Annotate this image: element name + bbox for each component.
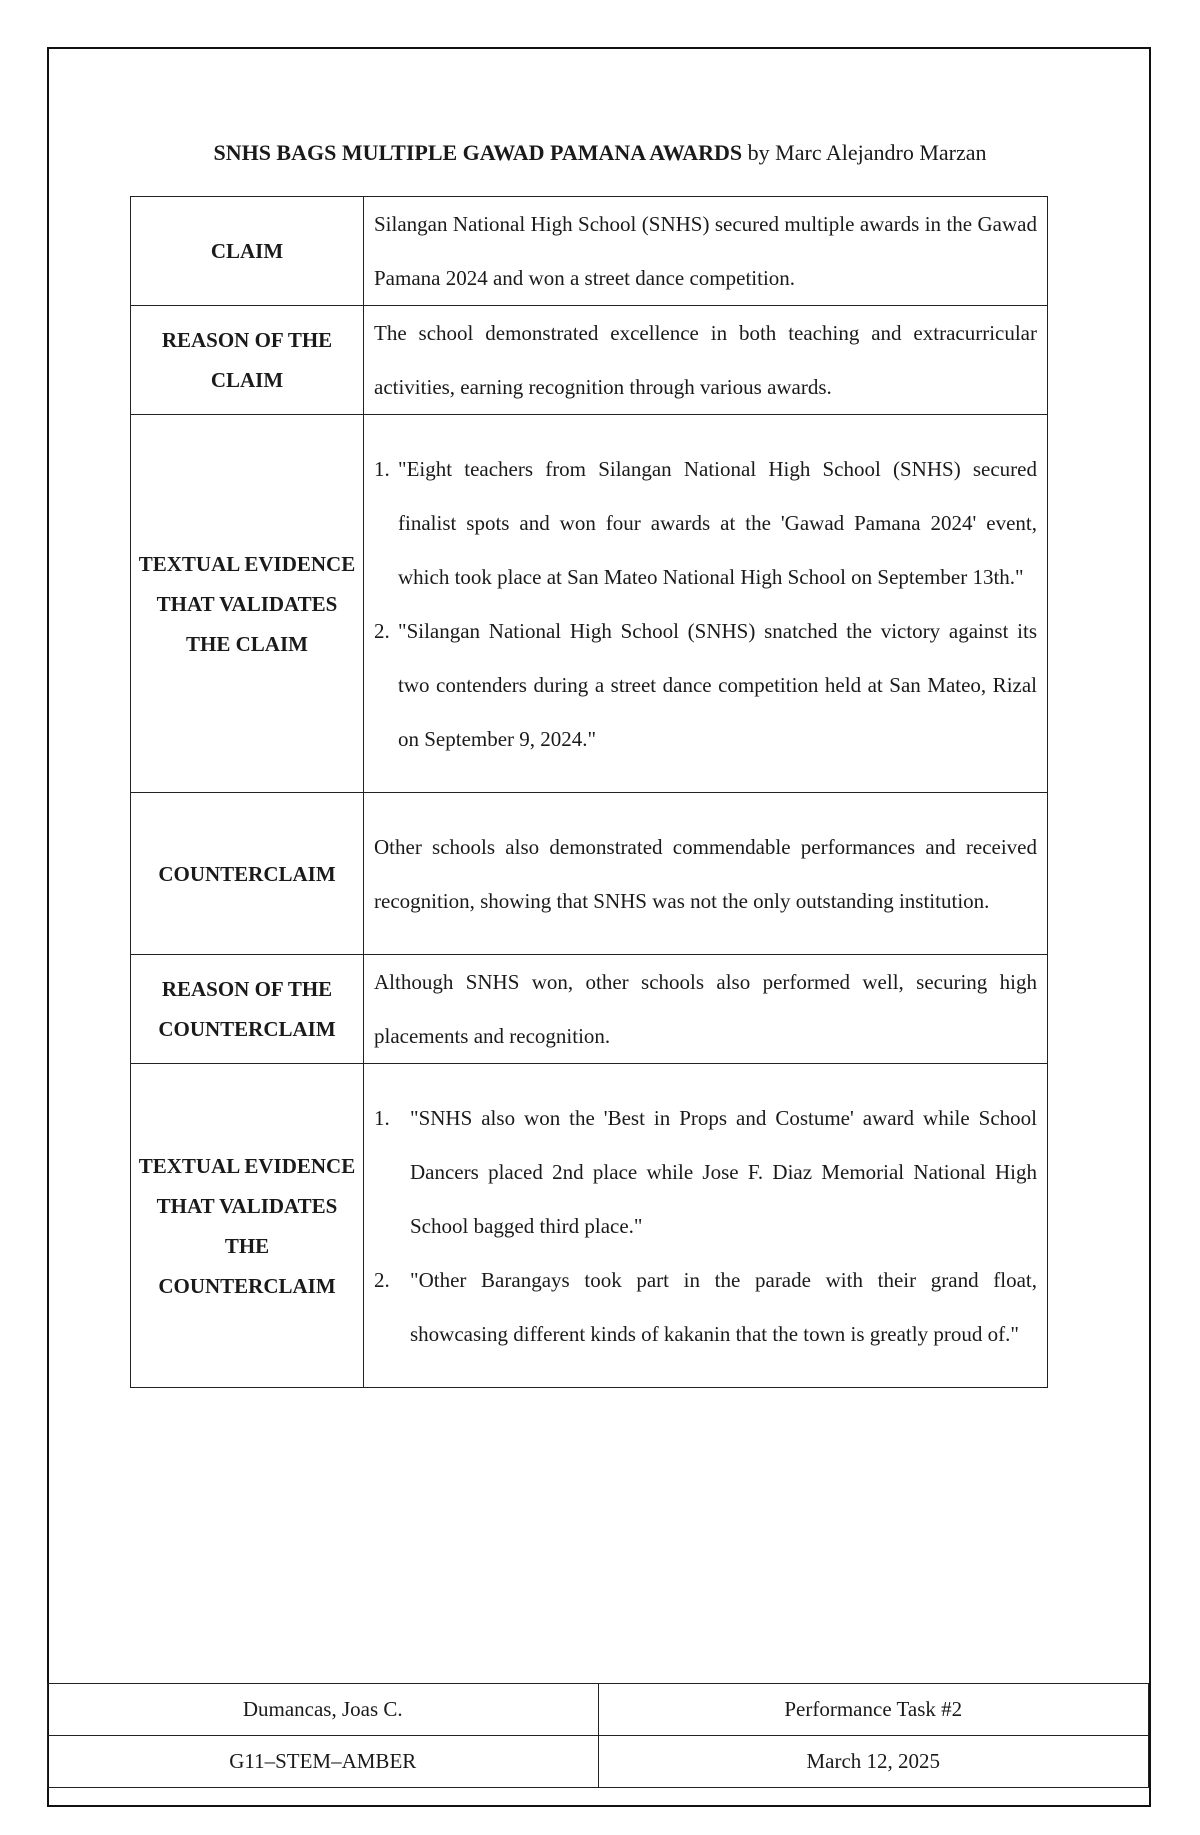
title-headline: SNHS BAGS MULTIPLE GAWAD PAMANA AWARDS [213, 140, 743, 165]
label-evidence-counterclaim: TEXTUAL EVIDENCE THAT VALIDATES THE COUNTERCLAIM [131, 1064, 364, 1388]
list-number: 1. [374, 456, 390, 481]
text-reason-claim: The school demonstrated excellence in both teaching and extracurricular activities, earning recognition through various awards. [364, 306, 1048, 415]
footer-row [48, 1736, 1149, 1788]
label-claim: CLAIM [131, 197, 364, 306]
row-counterclaim [131, 793, 1048, 955]
text-counterclaim: Other schools also demonstrated commendable performances and received recognition, showing that SNHS was not the only outstanding institution. [364, 793, 1048, 955]
evidence-claim-cell [364, 415, 1048, 793]
list-text: "Silangan National High School (SNHS) snatched the victory against its two contenders during a street dance competition held at San Mateo, Rizal on September 9, 2024." [398, 618, 1037, 751]
submission-date: March 12, 2025 [598, 1736, 1149, 1788]
student-name: Dumancas, Joas C. [48, 1684, 599, 1736]
footer-table [47, 1683, 1149, 1788]
list-text: "Eight teachers from Silangan National High School (SNHS) secured finalist spots and won four awards at the 'Gawad Pamana 2024' event, which took place at San Mateo National High School on September 13th." [398, 456, 1037, 589]
task-name: Performance Task #2 [598, 1684, 1149, 1736]
footer-row [48, 1684, 1149, 1736]
list-number: 1. [374, 1105, 390, 1130]
list-number: 2. [374, 1267, 390, 1292]
row-reason-counterclaim [131, 955, 1048, 1064]
label-counterclaim: COUNTERCLAIM [131, 793, 364, 955]
text-claim: Silangan National High School (SNHS) secured multiple awards in the Gawad Pamana 2024 and won a street dance competition. [364, 197, 1048, 306]
list-text: "SNHS also won the 'Best in Props and Costume' award while School Dancers placed 2nd place while Jose F. Diaz Memorial National High School bagged third place." [410, 1105, 1037, 1238]
document-title [130, 140, 1070, 166]
list-text: "Other Barangays took part in the parade with their grand float, showcasing different kinds of kakanin that the town is greatly proud of." [410, 1267, 1037, 1346]
evidence-counterclaim-list [374, 1091, 1037, 1361]
list-item [374, 1253, 1037, 1361]
claim-table [130, 196, 1048, 1388]
list-item [374, 1091, 1037, 1253]
evidence-claim-list [374, 442, 1037, 766]
title-byline: by Marc Alejandro Marzan [742, 140, 987, 165]
row-claim [131, 197, 1048, 306]
list-item [374, 604, 1037, 766]
evidence-counterclaim-cell [364, 1064, 1048, 1388]
label-evidence-claim: TEXTUAL EVIDENCE THAT VALIDATES THE CLAIM [131, 415, 364, 793]
label-reason-claim: REASON OF THE CLAIM [131, 306, 364, 415]
row-evidence-claim [131, 415, 1048, 793]
row-reason-claim [131, 306, 1048, 415]
student-section: G11–STEM–AMBER [48, 1736, 599, 1788]
row-evidence-counterclaim [131, 1064, 1048, 1388]
label-reason-counterclaim: REASON OF THE COUNTERCLAIM [131, 955, 364, 1064]
list-number: 2. [374, 618, 390, 643]
list-item [374, 442, 1037, 604]
text-reason-counterclaim: Although SNHS won, other schools also performed well, securing high placements and recognition. [364, 955, 1048, 1064]
